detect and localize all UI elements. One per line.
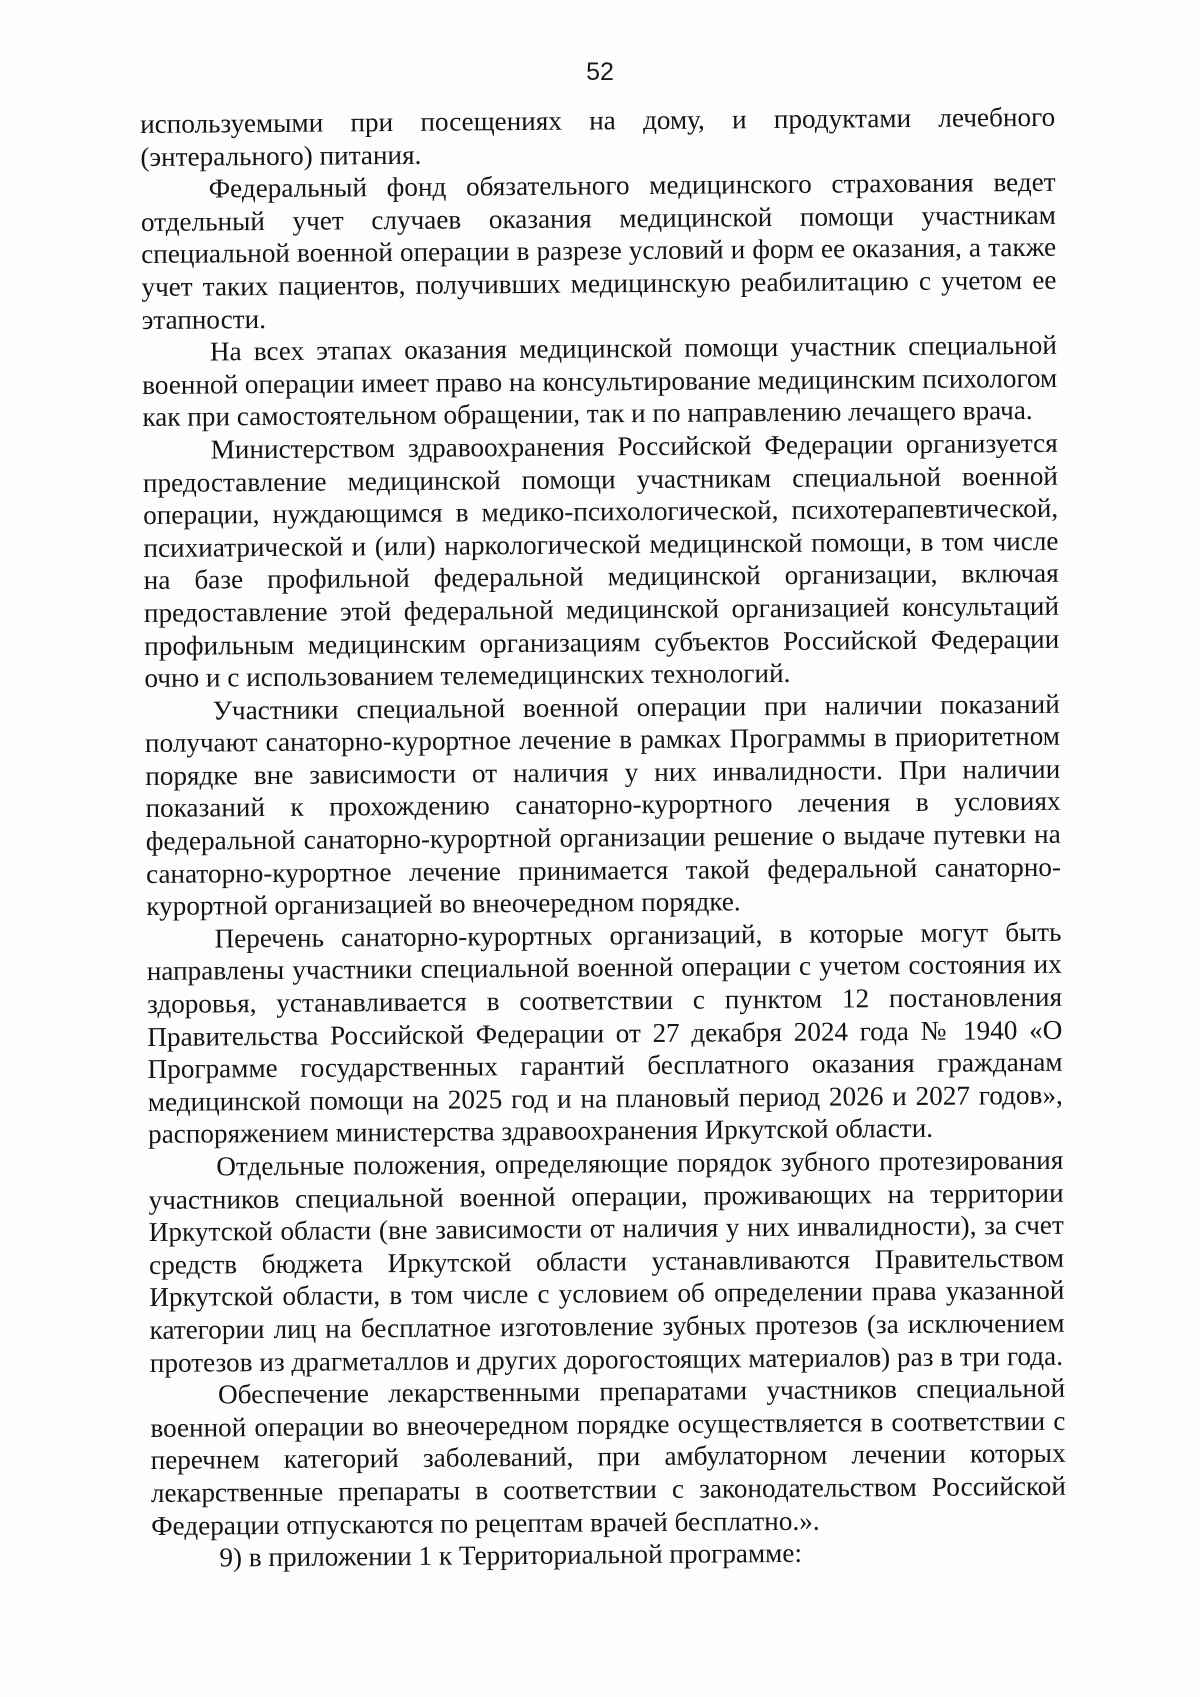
paragraph-ministry-mental-health: Министерством здравоохранения Российской Федерации организуется предоставление медицинской помощи участникам специальной военной операции, нуждающимся в медико-психологической, психотерапевтической, психиатрической и (или) наркологической медицинской помощи, в том числе на базе профильной федеральной медицинской организации, включая предоставление этой федеральной медицинской организацией консультаций профильным медицинским организациям субъектов Российской Федерации очно и с использованием телемедицинских технологий. xyxy=(142,427,1060,694)
paragraph-appendix-item: 9) в приложении 1 к Территориальной программе: xyxy=(219,1537,803,1573)
paragraph-sanatorium-treatment: Участники специальной военной операции при наличии показаний получают санаторно-курортное лечение в рамках Программы в приоритетном порядке вне зависимости от наличия у них инвалидности. При наличии показаний к прохождению санаторно-курортного лечения в условиях федеральной санаторно-курортной организации решение о выдаче путевки на санаторно-курортное лечение принимается такой федеральной санаторно-курортной организацией во внеочередном порядке. xyxy=(144,688,1062,922)
paragraph-ffoms-accounting: Федеральный фонд обязательного медицинского страхования ведет отдельный учет случаев оказания медицинской помощи участникам специальной военной операции в разрезе условий и форм ее оказания, а также учет таких пациентов, получивших медицинскую реабилитацию с учетом ее этапности. xyxy=(140,166,1057,335)
paragraph-sanatorium-list: Перечень санаторно-курортных организаций, в которые могут быть направлены участники специальной военной операции с учетом состояния их здоровья, устанавливается в соответствии с пунктом 12 постановления Правительства Российской Федерации от 27 декабря 2024 года № 1940 «О Программе государственных гарантий бесплатного оказания гражданам медицинской помощи на 2025 год и на плановый период 2026 и 2027 годов», распоряжением министерства здравоохранения Иркутской области. xyxy=(146,916,1063,1150)
paragraph-continuation: используемыми при посещениях на дому, и продуктами лечебного (энтерального) питания. xyxy=(140,101,1056,172)
paragraph-dental-prosthetics: Отдельные положения, определяющие порядок зубного протезирования участников специальной военной операции, проживающих на территории Иркутской области (вне зависимости от наличия у них инвалидности), за счет средств бюджета Иркутской области устанавливаются Правительством Иркутской области, в том числе с условием об определении права указанной категории лиц на бесплатное изготовление зубных протезов (за исключением протезов из драгметаллов и других дорогостоящих материалов) раз в три года. xyxy=(148,1144,1065,1378)
document-body xyxy=(140,101,1066,1575)
paragraph-psychologist-consultation: На всех этапах оказания медицинской помощи участник специальной военной операции имеет право на консультирование медицинским психологом как при самостоятельном обращении, так и по направлению лечащего врача. xyxy=(142,329,1058,433)
page-number: 52 xyxy=(586,58,614,86)
paragraph-medication-supply: Обеспечение лекарственными препаратами участников специальной военной операции во внеочередном порядке осуществляется в соответствии с перечнем категорий заболеваний, при амбулаторном лечении которых лекарственные препараты в соответствии с законодательством Российской Федерации отпускаются по рецептам врачей бесплатно.». xyxy=(150,1372,1066,1541)
